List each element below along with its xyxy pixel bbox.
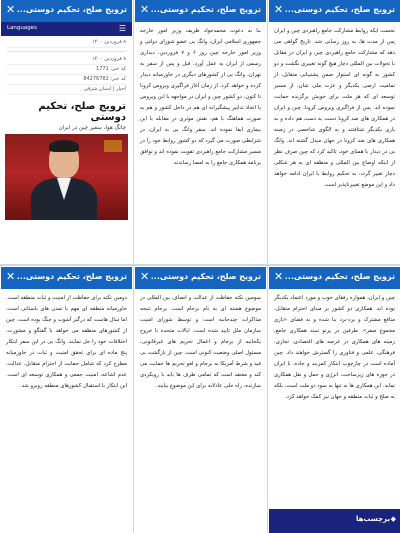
close-icon[interactable]: ✕ xyxy=(6,270,16,283)
article-text-pane-5 xyxy=(135,267,266,533)
pane-header xyxy=(269,267,400,289)
paragraph: سومین نکته حفاظت از عدالت و انصاف بین المللی در موضوع هسته ای به نام برجام است. برجام نتیجه مذاکرات چندجانبه است و توسط شورای امنیت سازمان ملل تایید شده است. ایالات متحده با خروج یکجانبه از برجام و اعمال تحریم های غیرقانونی، مسئول اصلی وضعیت کنونی است. چین از بازگشت بی قید و شرط آمریکا به برجام و لغو تحریم ها حمایت می کند و معتقد است که تمامی طرف ها باید با رویکردی سازنده، راه حلی عادلانه برای این موضوع بیابند. xyxy=(140,295,261,389)
paragraph: چین و ایران، همواره رفقای خوب و مورد اعتماد یکدیگر بوده اند. همکاری دو کشور بر مبنای احترام متقابل، منافع مشترک و برد-برد بنا شده و نه فضای «بازی مجموع صفر». طرفین در پرتو سند همکاری جامع، زمینه های همکاری در عرصه های اقتصادی، تجاری، فرهنگی، علمی و فناوری را گسترش خواهند داد. چین آماده است در چارچوب ابتکار کمربند و جاده، با ایران در حوزه های زیرساخت، انرژی و حمل و نقل همکاری نماید. این همکاری ها نه تنها به سود دو ملت است، بلکه به صلح و ثبات منطقه و جهان نیز کمک خواهد کرد. xyxy=(274,295,395,400)
article-body xyxy=(269,289,400,509)
date-row-2: ۸ فروردین ۱۴۰۰ xyxy=(7,55,126,65)
paragraph: بنا به دعوت محمدجواد ظریف وزیر امور خارجه جمهوری اسلامی ایران، وانگ یی عضو شورای دولتی و وزیر امور خارجه چین روز ۶ و ۷ فروردین، دیداری رسمی از ایران به عمل آورد. قبل و پس از سفر به تهران، وانگ یی از کشورهای دیگری در خاورمیانه دیدار کرده و خواهد کرد. از زمان آغاز فراگیری ویروس کرونا تا کنون، دو کشور چین و ایران در مواجهه با این ویروس با اتخاذ تدابیر پیشگیرانه ای هم در داخل کشور و هم به صورت هماهنگ با هم، نقش موثری در مقابله با این بیماری ایفا نموده اند. سفر وانگ یی به ایران، در شرایطی صورت می گیرد که دو کشور روابط خود را در مسیر مشارکت جامع راهبردی تقویت نموده اند و توافق برنامه همکاری جامع را به امضا رساندند. xyxy=(140,28,261,166)
pane-header xyxy=(135,267,266,289)
reporter-row: اخبار | استان شرقی xyxy=(7,85,126,95)
divider xyxy=(7,51,126,52)
editor-value: 84276782 xyxy=(83,76,109,82)
languages-link[interactable]: Languages xyxy=(7,25,38,31)
date-row: ۸ فروردین ۱۴۰۰ xyxy=(7,38,126,48)
article-text-pane-4 xyxy=(269,267,400,533)
row-divider xyxy=(0,264,400,266)
article-title: ترویج صلح، تحکیم دوستی xyxy=(38,101,126,123)
pane-title: ترویج صلح، تحکیم دوستی... xyxy=(284,5,395,14)
code-label: کد خبر: xyxy=(110,66,126,72)
code-value: 1771 xyxy=(96,66,109,72)
code-row xyxy=(7,65,126,75)
close-icon[interactable]: ✕ xyxy=(140,3,150,16)
site-page-pane xyxy=(1,0,132,263)
tags-footer[interactable] xyxy=(269,509,400,533)
editor-row xyxy=(7,75,126,85)
pane-title: ترویج صلح، تحکیم دوستی... xyxy=(16,272,127,281)
tags-label: برچسب‌ها xyxy=(355,515,390,523)
article-body xyxy=(135,289,266,392)
flag-shape xyxy=(104,140,122,152)
close-icon[interactable]: ✕ xyxy=(274,3,284,16)
paragraph: دومین نکته برای حفاظت از امنیت و ثبات منطقه است. خاورمیانه منطقه ای مهم با تمدن های باستانی است، اما سال هاست که درگیر آشوب و جنگ بوده است. چین از کشورهای منطقه می خواهد با گفتگو و مشورت، اختلافات خود را حل نمایند. وانگ یی در این سفر ابتکار پنج ماده ای برای تحقق امنیت و ثبات در خاورمیانه مطرح کرد که شامل حمایت از احترام متقابل، عدالت، عدم اشاعه، امنیت جمعی و همکاری توسعه ای است. این ابتکار با استقبال کشورهای منطقه روبرو شد. xyxy=(6,295,127,389)
article-text-pane-2 xyxy=(135,0,266,263)
site-top-bar xyxy=(1,22,132,36)
article-body xyxy=(269,22,400,191)
pane-title: ترویج صلح، تحکیم دوستی... xyxy=(150,5,261,14)
pane-header xyxy=(135,0,266,22)
pane-header xyxy=(1,0,132,22)
article-text-pane-1 xyxy=(269,0,400,263)
pane-title: ترویج صلح، تحکیم دوستی... xyxy=(284,272,395,281)
column-divider xyxy=(133,0,134,533)
article-subtitle: چانگ هوا، سفیر چین در ایران xyxy=(58,125,126,131)
tag-icon: ◆ xyxy=(390,515,396,523)
pane-title: ترویج صلح، تحکیم دوستی... xyxy=(16,5,127,14)
close-icon[interactable]: ✕ xyxy=(6,3,16,16)
article-body xyxy=(1,289,132,392)
close-icon[interactable]: ✕ xyxy=(274,270,284,283)
pane-header xyxy=(1,267,132,289)
paragraph: نخست ایکه روابط مشارکت جامع راهبردی چین و ایران پس از مدت ها، به روز رسانی شد. تاریخ گواهی می دهد که مشارکت جامع راهبردی چین و ایران در مقابل با تحولات بین المللی دچار هیچ گونه تغییری نگشت و دو کشور به گونه ای استوار ضمن پشتیبانی متقابل، از تمامیت ارضی یکدیگر و عزت ملی شان، از مسیر توسعه ای که هر ملت برای خویش برگزیده حمایت نموده اند. پس از فراگیری ویروس کرونا، چین و ایران در همکاری های ضد کرونا دست به دست هم داده و به یاری یکدیگر شتافتند و به الگوی شاخصی در زمینه همکاری های ضد کرونا در جهان مبدل گشته اند. وانگ یی در دیدار با همتای خود، تاکید کرد که چین صرف نظر از اینکه اوضاع بین المللی و منطقه ای به هر شکلی دچار تغییر گردد، به تحکیم روابط با ایران ادامه خواهد داد و این موضع تغییرناپذیر است. xyxy=(274,28,395,188)
column-divider xyxy=(267,0,268,533)
pane-header xyxy=(269,0,400,22)
close-icon[interactable]: ✕ xyxy=(140,270,150,283)
article-meta xyxy=(1,36,132,97)
menu-icon[interactable]: ☰ xyxy=(118,24,126,33)
ambassador-photo xyxy=(5,134,128,220)
hair-shape xyxy=(49,140,79,152)
article-body xyxy=(135,22,266,169)
pane-title: ترویج صلح، تحکیم دوستی... xyxy=(150,272,261,281)
editor-label: کد خبر: xyxy=(110,76,126,82)
article-text-pane-6 xyxy=(1,267,132,533)
